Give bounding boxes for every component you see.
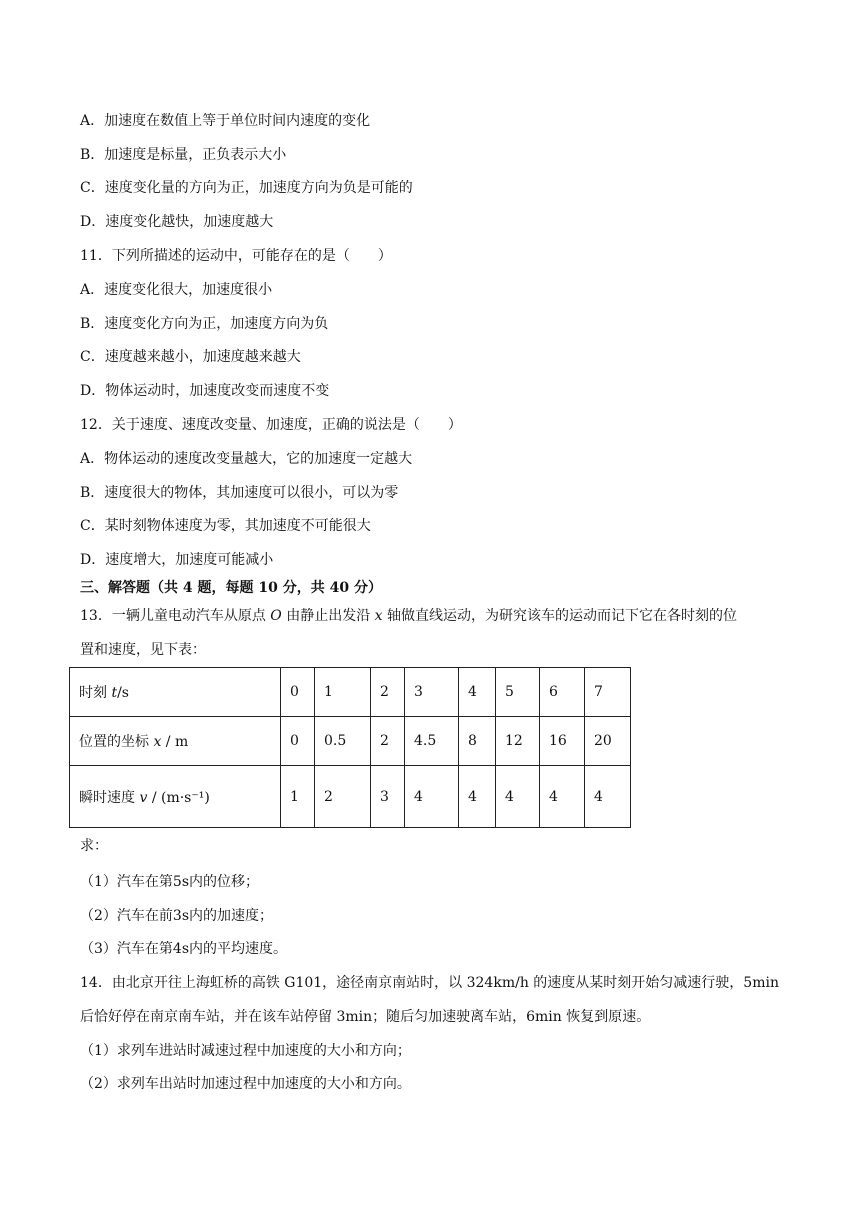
q14-stem-line1: 14．由北京开往上海虹桥的高铁 G101，途径南京南站时，以 324km/h 的速度从某时刻开始匀减速行驶，5min bbox=[80, 975, 779, 991]
label-var: v bbox=[139, 789, 148, 806]
table-cell: 0 bbox=[281, 668, 315, 717]
table-cell: 1 bbox=[315, 668, 371, 717]
table-cell: 3 bbox=[371, 766, 405, 828]
q13-stem-line1 bbox=[80, 606, 737, 626]
table-row-velocity bbox=[70, 766, 631, 828]
table-cell: 1 bbox=[281, 766, 315, 828]
q13-var-x: x bbox=[374, 608, 383, 624]
table-cell: 2 bbox=[315, 766, 371, 828]
label-var: x bbox=[153, 734, 162, 750]
q13-ask: 求： bbox=[80, 838, 108, 854]
q13-sub-3: （3）汽车在第4s内的平均速度。 bbox=[80, 941, 287, 957]
table-cell: 4 bbox=[585, 766, 631, 828]
q11-option-b: B．速度变化方向为正，加速度方向为负 bbox=[80, 316, 329, 332]
table-cell: 6 bbox=[540, 668, 585, 717]
label-text: 位置的坐标 bbox=[79, 734, 154, 750]
table-cell: 4 bbox=[540, 766, 585, 828]
q14-stem-line2: 后恰好停在南京南车站，并在该车站停留 3min；随后匀加速驶离车站，6min 恢复到原速。 bbox=[80, 1009, 651, 1025]
q14-sub-1: （1）求列车进站时减速过程中加速度的大小和方向； bbox=[80, 1043, 411, 1059]
q12-option-a: A．物体运动的速度改变量越大，它的加速度一定越大 bbox=[80, 451, 413, 467]
label-unit: / (m·s⁻¹) bbox=[147, 789, 210, 806]
section-3-title: 三、解答题（共 4 题，每题 10 分，共 40 分） bbox=[80, 580, 382, 596]
q14-sub-2: （2）求列车出站时加速过程中加速度的大小和方向。 bbox=[80, 1076, 411, 1092]
table-cell: 4.5 bbox=[405, 717, 459, 766]
q13-var-o: O bbox=[270, 608, 282, 624]
row-label-time bbox=[70, 668, 281, 717]
table-row-time bbox=[70, 668, 631, 717]
table-cell: 2 bbox=[371, 717, 405, 766]
q10-option-d: D．速度变化越快，加速度越大 bbox=[80, 214, 274, 230]
q12-option-c: C．某时刻物体速度为零，其加速度不可能很大 bbox=[80, 518, 371, 534]
table-cell: 4 bbox=[459, 766, 496, 828]
table-cell: 4 bbox=[496, 766, 540, 828]
q13-stem-part-a: 13．一辆儿童电动汽车从原点 bbox=[80, 608, 271, 624]
q13-data-table bbox=[69, 667, 631, 828]
table-row-position bbox=[70, 717, 631, 766]
q11-option-c: C．速度越来越小，加速度越来越大 bbox=[80, 349, 301, 365]
table-cell: 8 bbox=[459, 717, 496, 766]
q10-option-c: C．速度变化量的方向为正，加速度方向为负是可能的 bbox=[80, 180, 413, 196]
q12-stem-end: ） bbox=[447, 417, 462, 433]
table-cell: 16 bbox=[540, 717, 585, 766]
q13-stem-line2: 置和速度，见下表： bbox=[80, 642, 206, 658]
label-text: 瞬时速度 bbox=[79, 789, 140, 806]
q12-stem bbox=[80, 415, 462, 435]
table-cell: 7 bbox=[585, 668, 631, 717]
q11-stem-end: ） bbox=[377, 248, 392, 264]
label-text: 时刻 bbox=[79, 685, 112, 701]
table-cell: 2 bbox=[371, 668, 405, 717]
table-cell: 3 bbox=[405, 668, 459, 717]
row-label-velocity bbox=[70, 766, 281, 828]
table-cell: 12 bbox=[496, 717, 540, 766]
label-unit: / m bbox=[161, 734, 189, 750]
q13-stem-part-c: 轴做直线运动，为研究该车的运动而记下它在各时刻的位 bbox=[382, 608, 738, 624]
q11-stem-text: 11．下列所描述的运动中，可能存在的是（ bbox=[80, 248, 350, 264]
q10-option-b: B．加速度是标量，正负表示大小 bbox=[80, 147, 287, 163]
q12-option-b: B．速度很大的物体，其加速度可以很小，可以为零 bbox=[80, 485, 399, 501]
q12-option-d: D．速度增大，加速度可能减小 bbox=[80, 552, 274, 568]
q11-option-a: A．速度变化很大，加速度很小 bbox=[80, 282, 273, 298]
q13-sub-2: （2）汽车在前3s内的加速度； bbox=[80, 908, 273, 924]
label-var: t bbox=[111, 685, 118, 701]
q10-option-a: A．加速度在数值上等于单位时间内速度的变化 bbox=[80, 113, 371, 129]
q12-stem-text: 12．关于速度、速度改变量、加速度，正确的说法是（ bbox=[80, 417, 420, 433]
q11-stem bbox=[80, 246, 392, 266]
q11-option-d: D．物体运动时，加速度改变而速度不变 bbox=[80, 383, 330, 399]
table-cell: 5 bbox=[496, 668, 540, 717]
table-cell: 0 bbox=[281, 717, 315, 766]
table-cell: 0.5 bbox=[315, 717, 371, 766]
q13-sub-1: （1）汽车在第5s内的位移； bbox=[80, 874, 259, 890]
q13-stem-part-b: 由静止出发沿 bbox=[281, 608, 375, 624]
table-cell: 4 bbox=[405, 766, 459, 828]
table-cell: 20 bbox=[585, 717, 631, 766]
row-label-position bbox=[70, 717, 281, 766]
table-cell: 4 bbox=[459, 668, 496, 717]
label-unit: /s bbox=[117, 685, 129, 701]
